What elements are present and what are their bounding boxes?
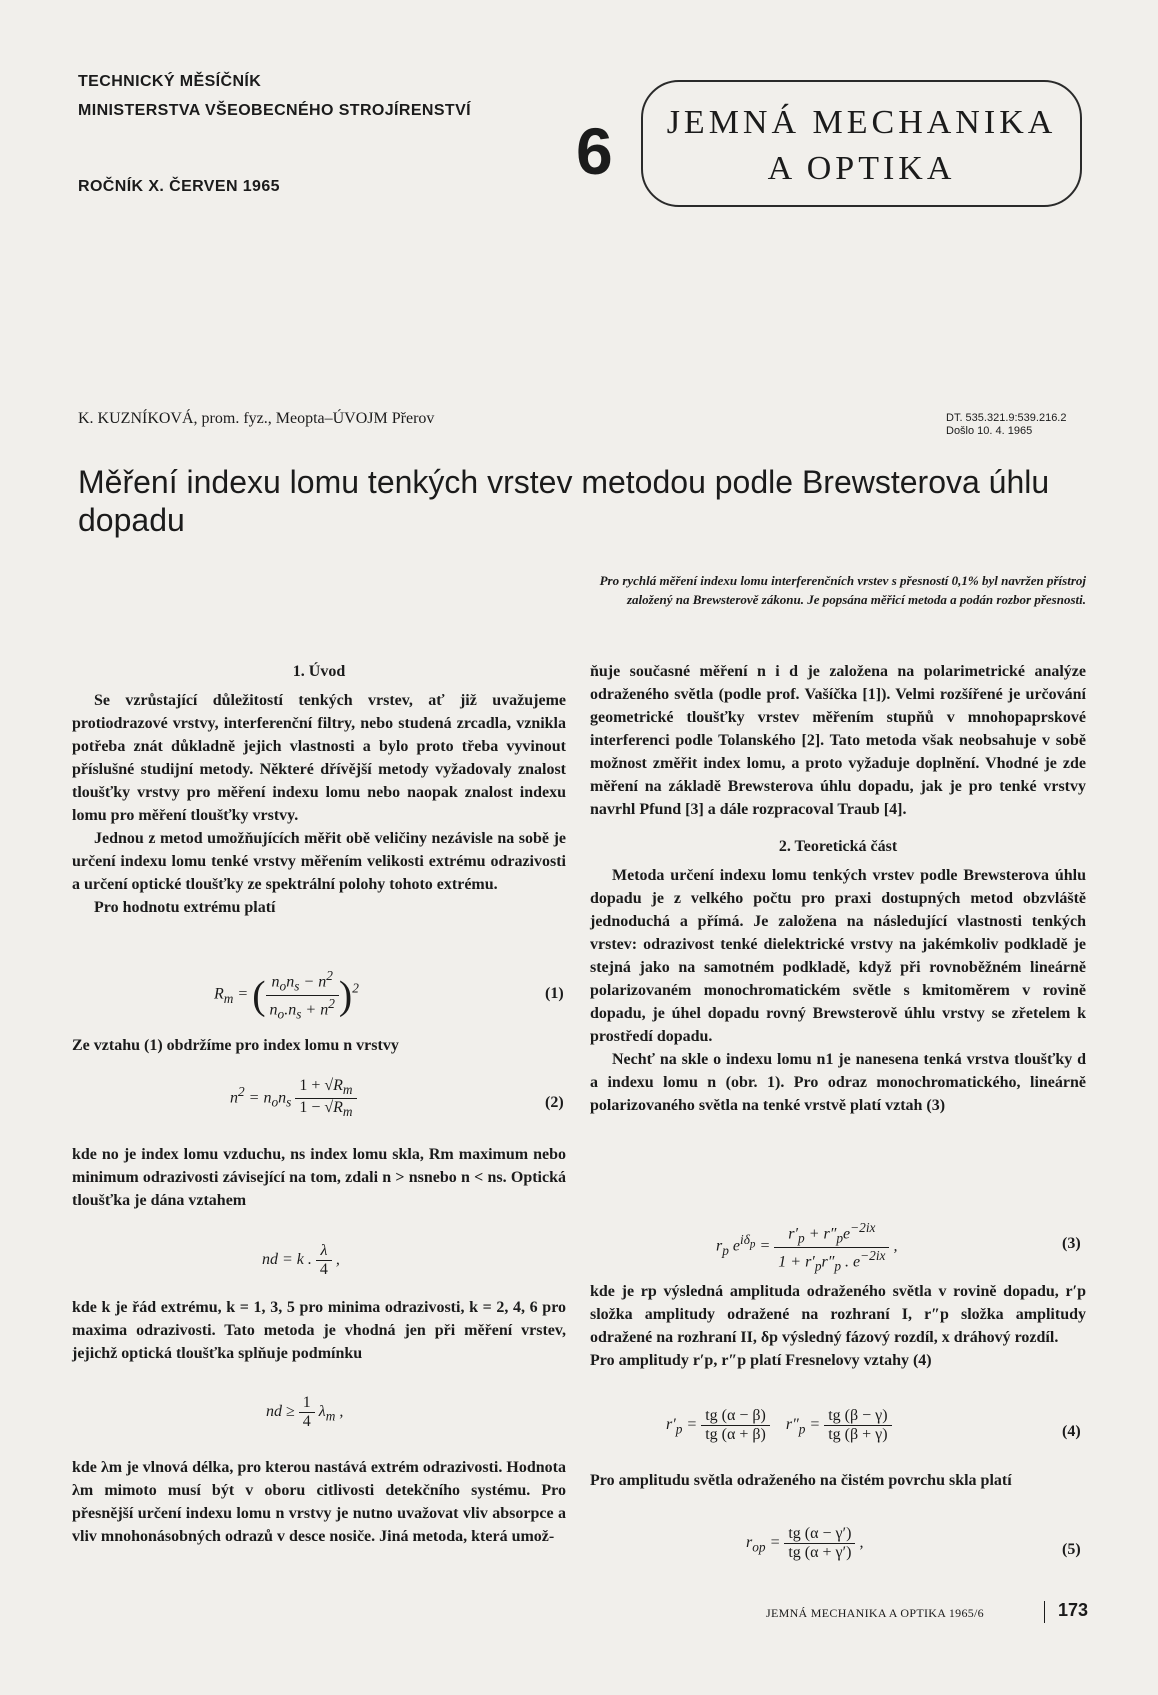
author-line: K. KUZNÍKOVÁ, prom. fyz., Meopta–ÚVOJM Přerov [78, 410, 435, 427]
journal-title-line1: JEMNÁ MECHANIKA [666, 104, 1057, 141]
section-heading-intro: 1. Úvod [292, 663, 346, 680]
dt-code: DT. 535.321.9:539.216.2 [946, 412, 1067, 424]
article-title: Měření indexu lomu tenkých vrstev metodou podle Brewsterova úhlu dopadu [78, 464, 1050, 538]
issue-number: 6 [576, 114, 613, 188]
equation-optical-thickness: nd = k . $\frac{\lambda}{4}$ , [262, 1242, 340, 1278]
paragraph: Jednou z metod umožňujících měřit obě veličiny nezávisle na sobě je určení indexu lomu tenké vrstvy měřením velikosti extrému odrazivosti a určení optické tloušťky ze spektrální polohy tohoto extrému. [72, 830, 566, 893]
equation-2: $n^2 = n_on_s$ $\frac{1 + √R_m}{1 - √R_m}$ [230, 1077, 357, 1120]
classification [946, 412, 1066, 438]
page-number: 173 [1058, 1600, 1089, 1620]
paragraph: Metoda určení indexu lomu tenkých vrstev podle Brewsterova úhlu dopadu je z velkého počtu pro praxi dostupných metod obzvláště jednoduchá a přímá. Je založena na následující vlastnosti tenkých vrstev: odrazivost tenké dielektrické vrstvy na jakémkoliv podkladě je stejná jako na samotném podkladě, když při rovnoběžném lineárně polarizovaném monochromatickém světle s kmitoměrem v rovině dopadu, je úhel dopadu rovný Brewsterově úhlu vrstvy se zřetelem k prostředí dopadu. [590, 867, 1086, 1045]
left-column-bottom [72, 1456, 566, 1548]
equation-4-number: (4) [1062, 1423, 1081, 1440]
equation-3: $r_p$ $e^{i\delta_p}$ = $\frac{r'_p + r''_pe^{-2ix}}{1 + r'_pr''_p . e^{-2ix}}$ , [716, 1220, 898, 1274]
abstract-line2: založený na Brewsterově zákonu. Je popsána měřicí metoda a podán rozbor přesnosti. [626, 592, 1086, 607]
equation-5-number: (5) [1062, 1541, 1081, 1558]
paragraph: Nechť na skle o indexu lomu n1 je nanesena tenká vrstva tloušťky d a indexu lomu n (obr. 1). Pro odraz monochromatického, lineárně polarizovaného světla na tenké vrstvě platí vztah (3) [590, 1051, 1086, 1114]
journal-title-line2: A OPTIKA [767, 150, 956, 187]
paragraph: Se vzrůstající důležitostí tenkých vrstev, ať již uvažujeme protiodrazové vrstvy, interferenční filtry, nebo studená zrcadla, vznikla potřeba znát důkladně jejich vlastnosti a bylo proto třeba vyvinout příslušné studijní metody. Některé dřívější metody vyžadovaly znalost tloušťky vrstvy pro měření indexu lomu nebo naopak znalost indexu lomu pro měření tloušťky vrstvy. [72, 692, 566, 824]
masthead-publisher-type: TECHNICKÝ MĚSÍČNÍK [78, 73, 262, 90]
paragraph: kde no je index lomu vzduchu, ns index lomu skla, Rm maximum nebo minimum odrazivosti závisející na tom, zdali n > nsnebo n < ns. Optická tloušťka je dána vztahem [72, 1146, 566, 1209]
left-column-top [72, 660, 566, 919]
equation-1: $R_m$ = ( $\frac{n_on_s - n^2}{n_o.n_s + n^2}$ )$^2$ [214, 968, 359, 1022]
equation-2-number: (2) [545, 1094, 564, 1111]
equation-condition: nd ≥ $\frac{1}{4}$ $\lambda_m$ , [266, 1394, 344, 1430]
left-column-mid2 [72, 1143, 566, 1212]
masthead-volume: ROČNÍK X. ČERVEN 1965 [78, 178, 280, 195]
masthead-ministry: MINISTERSTVA VŠEOBECNÉHO STROJÍRENSTVÍ [78, 102, 472, 119]
received-date: Došlo 10. 4. 1965 [946, 425, 1033, 437]
left-column-mid [72, 1034, 566, 1057]
right-column-bottom [590, 1469, 1086, 1492]
paragraph: kde λm je vlnová délka, pro kterou nastává extrém odrazivosti. Hodnota λm mimoto musí být v oboru citlivosti detekčního systému. Pro přesnější určení indexu lomu n vrstvy je nutno uvažovat vliv absorpce a vliv mnohonásobných odrazů v desce nosiče. Jiná metoda, která umož- [72, 1459, 566, 1545]
footer-journal: JEMNÁ MECHANIKA A OPTIKA 1965/6 [766, 1606, 984, 1620]
paragraph: ňuje současné měření n i d je založena na polarimetrické analýze odraženého světla (podle prof. Vašíčka [1]). Velmi rozšířené je určování geometrické tloušťky vrstev měřením stupňů v mnohopaprskové interferenci podle Tolanského [2]. Tato metoda však neobsahuje v sobě možnost změřit index lomu, a proto vyžaduje doplnění. Vhodné je zde měření na základě Brewsterova úhlu dopadu, jak je pro tenké vrstvy navrhl Pfund [3] a dále rozpracoval Traub [4]. [590, 663, 1086, 818]
journal-title-box [641, 80, 1082, 207]
abstract [368, 571, 1086, 609]
paragraph: kde k je řád extrému, k = 1, 3, 5 pro minima odrazivosti, k = 2, 4, 6 pro maxima odrazivosti. Tato metoda je vhodná jen při měření vrstev, jejichž optická tloušťka splňuje podmínku [72, 1299, 566, 1362]
left-column-mid3 [72, 1296, 566, 1365]
paragraph: Pro amplitudy r′p, r″p platí Fresnelovy vztahy (4) [590, 1352, 932, 1369]
equation-1-number: (1) [545, 985, 564, 1002]
equation-4: $r'_p$ = $\frac{tg (\alpha - \beta)}{tg (\alpha + \beta)}$ $r''_p$ = $\frac{tg (\beta - \gamma)}{tg (\beta + \gamma)}$ [666, 1407, 892, 1444]
paragraph: Pro hodnotu extrému platí [94, 899, 276, 916]
equation-3-number: (3) [1062, 1235, 1081, 1252]
right-column-mid [590, 1280, 1086, 1372]
right-column-top [590, 660, 1086, 1117]
paragraph: kde je rp výsledná amplituda odraženého světla v rovině dopadu, r′p složka amplitudy odražené na rozhraní I, r″p složka amplitudy odražené na rozhraní II, δp výsledný fázový rozdíl, x dráhový rozdíl. [590, 1283, 1086, 1346]
section-heading-theory: 2. Teoretická část [778, 838, 898, 855]
paragraph: Pro amplitudu světla odraženého na čistém povrchu skla platí [590, 1472, 1012, 1489]
equation-5: $r_{op}$ = $\frac{tg (\alpha - \gamma')}{tg (\alpha + \gamma')}$ , [746, 1525, 864, 1561]
footer-divider [1044, 1601, 1045, 1623]
abstract-line1: Pro rychlá měření indexu lomu interferenčních vrstev s přesností 0,1% byl navržen přístroj [599, 573, 1086, 588]
paragraph: Ze vztahu (1) obdržíme pro index lomu n vrstvy [72, 1037, 399, 1054]
